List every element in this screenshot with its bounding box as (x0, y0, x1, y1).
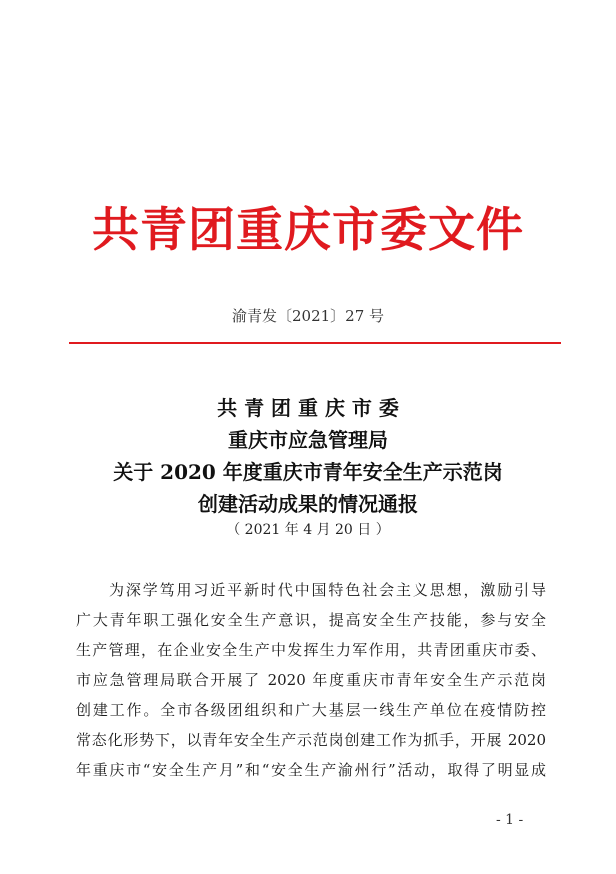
body-line: 生产管理，在企业安全生产中发挥生力军作用，共青团重庆市委、 (76, 641, 546, 659)
body-line: 广大青年职工强化安全生产意识，提高安全生产技能，参与安全 (76, 611, 546, 629)
subject-line-1: 关于 2020 年度重庆市青年安全生产示范岗 (113, 460, 503, 484)
body-line: 为深学笃用习近平新时代中国特色社会主义思想，激励引导 (109, 581, 546, 599)
issuer-line-2: 重庆市应急管理局 (228, 428, 388, 452)
page-number: - 1 - (496, 812, 524, 828)
document-number: 渝青发〔2021〕27 号 (231, 307, 385, 325)
body-line: 市应急管理局联合开展了 2020 年度重庆市青年安全生产示范岗 (76, 671, 546, 689)
body-line: 创建工作。全市各级团组织和广大基层一线生产单位在疫情防控 (76, 701, 546, 719)
subject-line-2: 创建活动成果的情况通报 (198, 492, 418, 516)
red-divider-line (69, 342, 561, 344)
issuer-line-1: 共 青 团 重 庆 市 委 (217, 396, 399, 420)
masthead-title: 共青团重庆市委文件 (92, 203, 524, 258)
body-line: 常态化形势下，以青年安全生产示范岗创建工作为抓手，开展 2020 (76, 731, 546, 749)
issue-date: （ 2021 年 4 月 20 日 ） (226, 522, 390, 538)
body-paragraph (76, 575, 546, 785)
body-line: 年重庆市“安全生产月”和“安全生产渝州行”活动，取得了明显成 (76, 761, 546, 779)
notice-title-block (0, 392, 616, 520)
